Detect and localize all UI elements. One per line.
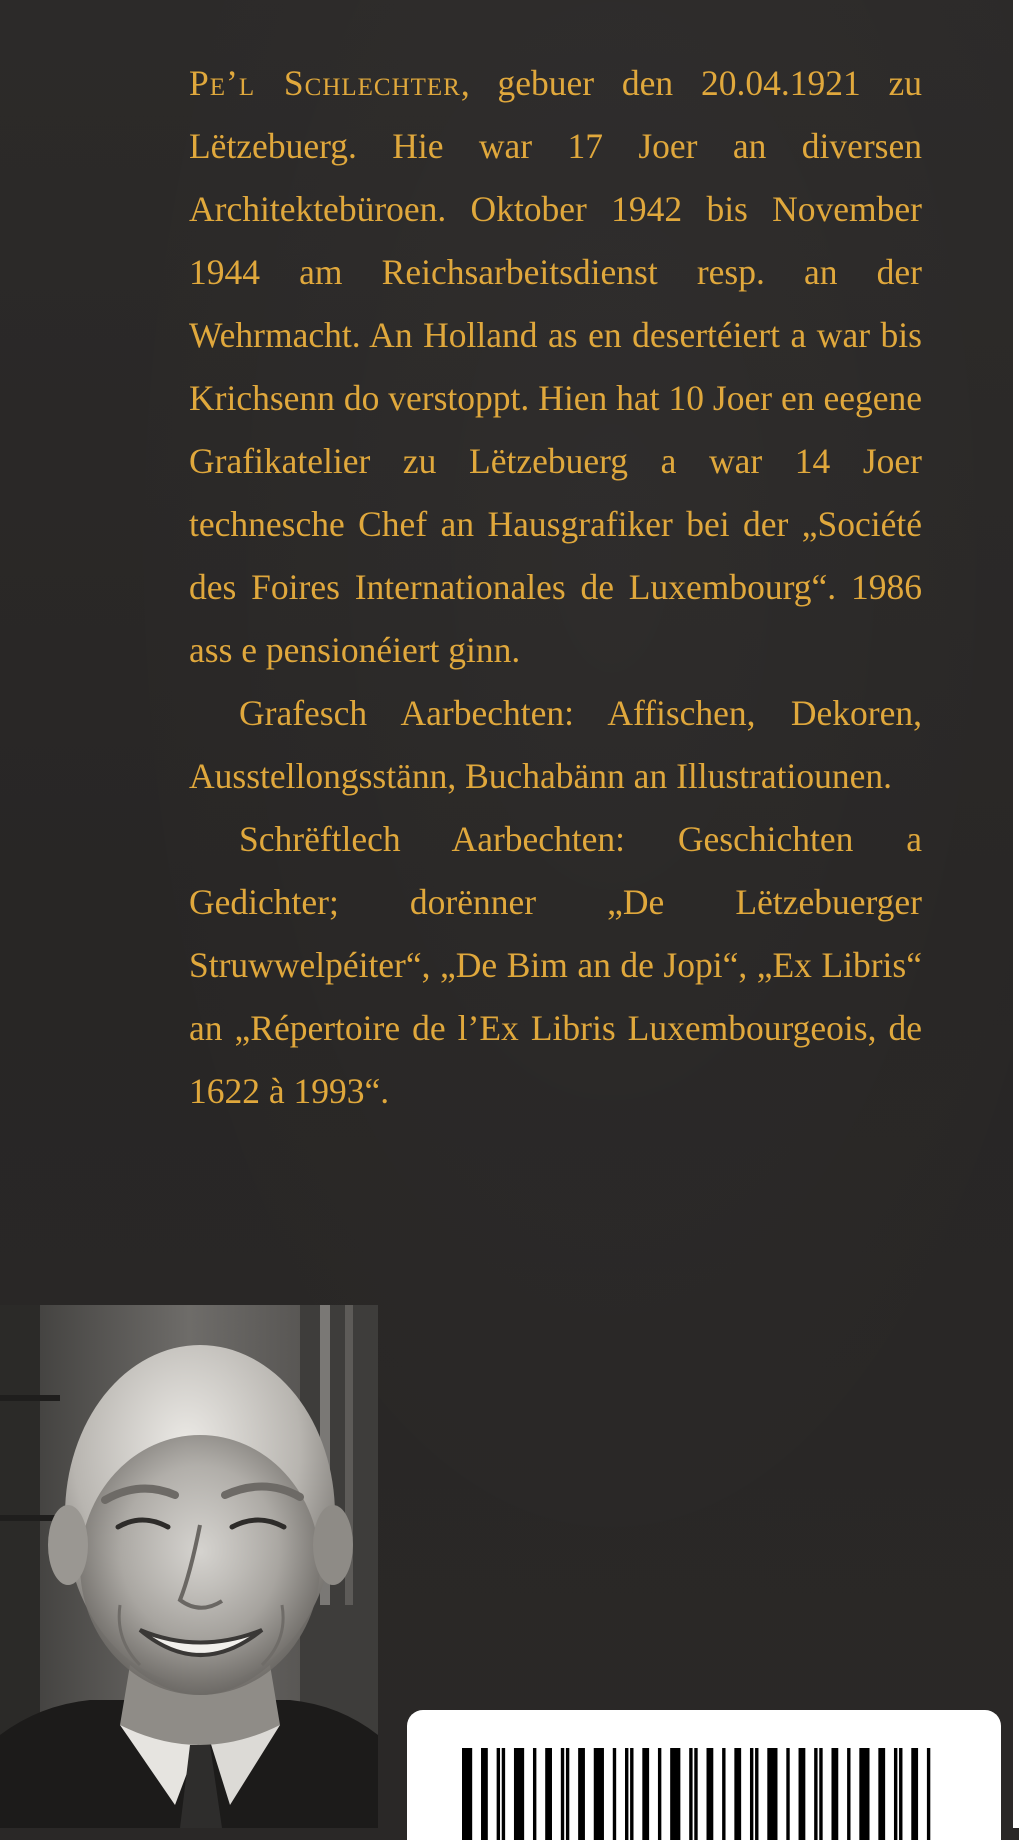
barcode-icon — [462, 1748, 932, 1840]
barcode-bar — [613, 1748, 616, 1840]
barcode-bar — [502, 1748, 505, 1840]
barcode-bar — [734, 1748, 741, 1840]
barcode-bar — [799, 1748, 806, 1840]
page-edge — [1013, 0, 1019, 1828]
barcode-bar — [566, 1748, 569, 1840]
barcode-label — [407, 1710, 1001, 1840]
barcode-bar — [750, 1748, 753, 1840]
barcode-bar — [694, 1748, 697, 1840]
author-portrait-image — [0, 1305, 378, 1828]
barcode-bar — [625, 1748, 628, 1840]
barcode-bar — [689, 1748, 692, 1840]
barcode-bar — [670, 1748, 680, 1840]
barcode-bar — [545, 1748, 552, 1840]
barcode-bar — [707, 1748, 714, 1840]
author-biography — [189, 52, 922, 1123]
barcode-bar — [819, 1748, 822, 1840]
barcode-bar — [497, 1748, 500, 1840]
barcode-bar — [481, 1748, 488, 1840]
barcode-bar — [847, 1748, 850, 1840]
barcode-bar — [462, 1748, 472, 1840]
barcode-bar — [878, 1748, 885, 1840]
barcode-bar — [899, 1748, 902, 1840]
bio-paragraph-graphic-works: Grafesch Aarbechten: Affischen, Dekoren, Ausstellongsstänn, Buchabänn an Illustratiounen. — [189, 693, 922, 796]
author-name: Pe’l Schlechter — [189, 63, 461, 103]
barcode-bar — [630, 1748, 633, 1840]
barcode-bar — [831, 1748, 838, 1840]
barcode-bar — [814, 1748, 817, 1840]
barcode-bar — [755, 1748, 758, 1840]
bio-paragraph-intro — [189, 52, 922, 682]
barcode-bar — [561, 1748, 564, 1840]
barcode-bar — [927, 1748, 930, 1840]
bio-paragraph-written-works: Schrëftlech Aarbechten: Geschichten a Gedichter; dorënner „De Lëtzebuerger Struwwelpéiter“, „De Bim an de Jopi“, „Ex Libris“ an „Répertoire de l’Ex Libris Luxembourgeois, de 1622 à 1993“. — [189, 819, 922, 1111]
barcode-bar — [911, 1748, 918, 1840]
barcode-bar — [578, 1748, 585, 1840]
barcode-bar — [594, 1748, 604, 1840]
barcode-bar — [859, 1748, 869, 1840]
barcode-bar — [658, 1748, 661, 1840]
bio-intro-text: , gebuer den 20.04.1921 zu Lëtzebuerg. Hie war 17 Joer an diversen Architektebüroen. Oktober 1942 bis November 1944 am Reichsarbeitsdienst resp. an der Wehrmacht. An Holland as en desertéiert a war bis Krichsenn do verstoppt. Hien hat 10 Joer en eegene Grafikatelier zu Lëtzebuerg a war 14 Joer technesche Chef an Hausgrafiker bei der „Société des Foires Internationales de Luxembourg“. 1986 ass e pensionéiert ginn. — [189, 63, 922, 670]
barcode-bar — [514, 1748, 524, 1840]
barcode-bar — [642, 1748, 649, 1840]
barcode-bar — [894, 1748, 897, 1840]
barcode-bar — [533, 1748, 536, 1840]
barcode-bar — [786, 1748, 789, 1840]
author-photo — [0, 1305, 378, 1828]
barcode-bar — [722, 1748, 725, 1840]
barcode-bar — [767, 1748, 777, 1840]
